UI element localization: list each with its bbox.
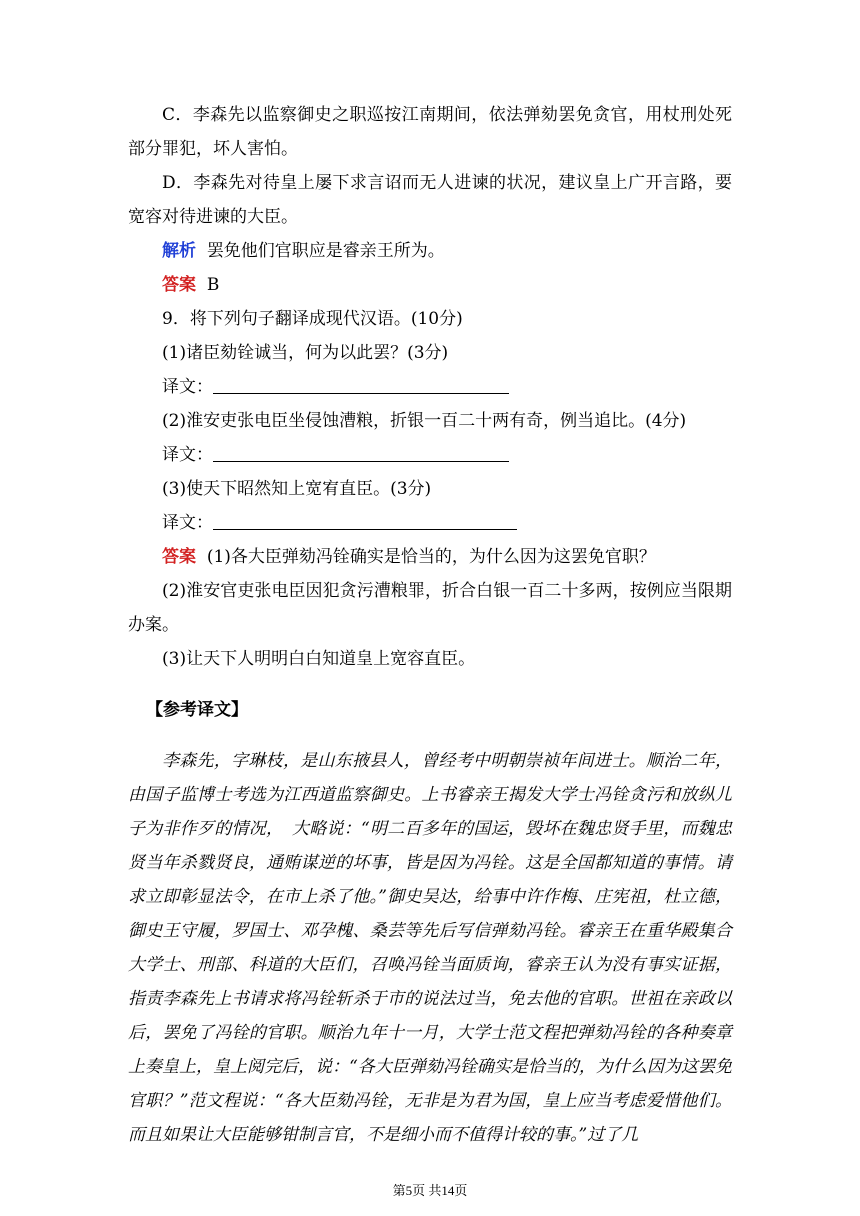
answer-2-item-2: (2)淮安官吏张电臣因犯贪污漕粮罪，折合白银一百二十多两，按例应当限期办案。 xyxy=(128,581,732,635)
answer-2-text-1: (1)各大臣弹劾冯铨确实是恰当的，为什么因为这罢免官职？ xyxy=(206,547,656,567)
analysis-text: 罢免他们官职应是睿亲王所为。 xyxy=(206,241,445,261)
answer-line-1 xyxy=(128,268,732,302)
answer-label-1: 答案 xyxy=(162,275,196,295)
answer-2-item-3: (3)让天下人明明白白知道皇上宽容直臣。 xyxy=(162,649,476,669)
translation-label-1: 译文： xyxy=(162,377,213,397)
answer-text-1: B xyxy=(206,275,220,295)
translation-blank-2 xyxy=(213,460,509,462)
question-9-sentence-3: (3)使天下昭然知上宽宥直臣。(3分) xyxy=(162,479,432,499)
translation-line-3 xyxy=(128,506,732,540)
answer-label-2: 答案 xyxy=(162,547,196,567)
translation-blank-1 xyxy=(213,392,509,394)
reference-text: 李森先，字琳枝，是山东掖县人，曾经考中明朝崇祯年间进士。顺治二年，由国子监博士考选为江西道监察御史。上书睿亲王揭发大学士冯铨贪污和放纵儿子为非作歹的情况， 大略说：“明二百多年的国运，毁坏在魏忠贤手里，而魏忠贤当年杀戮贤良，通贿谋逆的坏事，皆是因为冯铨。这是全国都知道的事情。请求立即彰显法令，在市上杀了他。”御史吴达，给事中许作梅、庄宪祖，杜立德，御史王守履，罗国士、邓孕槐、桑芸等先后写信弹劾冯铨。睿亲王在重华殿集合大学士、刑部、科道的大臣们，召唤冯铨当面质询，睿亲王认为没有事实证据，指责李森先上书请求将冯铨斩杀于市的说法过当，免去他的官职。世祖在亲政以后，罢免了冯铨的官职。顺治九年十一月，大学士范文程把弹劾冯铨的各种奏章上奏皇上，皇上阅完后，说：“各大臣弹劾冯铨确实是恰当的，为什么因为这罢免官职？”范文程说：“各大臣劾冯铨，无非是为君为国，皇上应当考虑爱惜他们。而且如果让大臣能够钳制言官，不是细小而不值得计较的事。”过了几 xyxy=(128,751,732,1145)
answer-2-item-1 xyxy=(128,540,732,574)
question-9-sentence-2: (2)淮安吏张电臣坐侵蚀漕粮，折银一百二十两有奇，例当追比。(4分) xyxy=(162,411,687,431)
page-content xyxy=(128,98,732,1152)
page-footer: 第5页 共14页 xyxy=(392,1183,468,1198)
question-9-sentence-1: (1)诸臣劾铨诚当，何为以此罢？(3分) xyxy=(162,343,449,363)
analysis-line xyxy=(128,234,732,268)
option-d: D．李森先对待皇上屡下求言诏而无人进谏的状况，建议皇上广开言路，要宽容对待进谏的大臣。 xyxy=(128,173,732,227)
reference-title: 【参考译文】 xyxy=(146,700,248,720)
translation-blank-3 xyxy=(213,528,517,530)
translation-line-2 xyxy=(128,438,732,472)
analysis-label: 解析 xyxy=(162,241,196,261)
translation-line-1 xyxy=(128,370,732,404)
question-9-title: 9．将下列句子翻译成现代汉语。(10分) xyxy=(162,309,463,329)
option-c: C．李森先以监察御史之职巡按江南期间，依法弹劾罢免贪官，用杖刑处死部分罪犯，坏人害怕。 xyxy=(128,105,732,159)
translation-label-2: 译文： xyxy=(162,445,213,465)
translation-label-3: 译文： xyxy=(162,513,213,533)
